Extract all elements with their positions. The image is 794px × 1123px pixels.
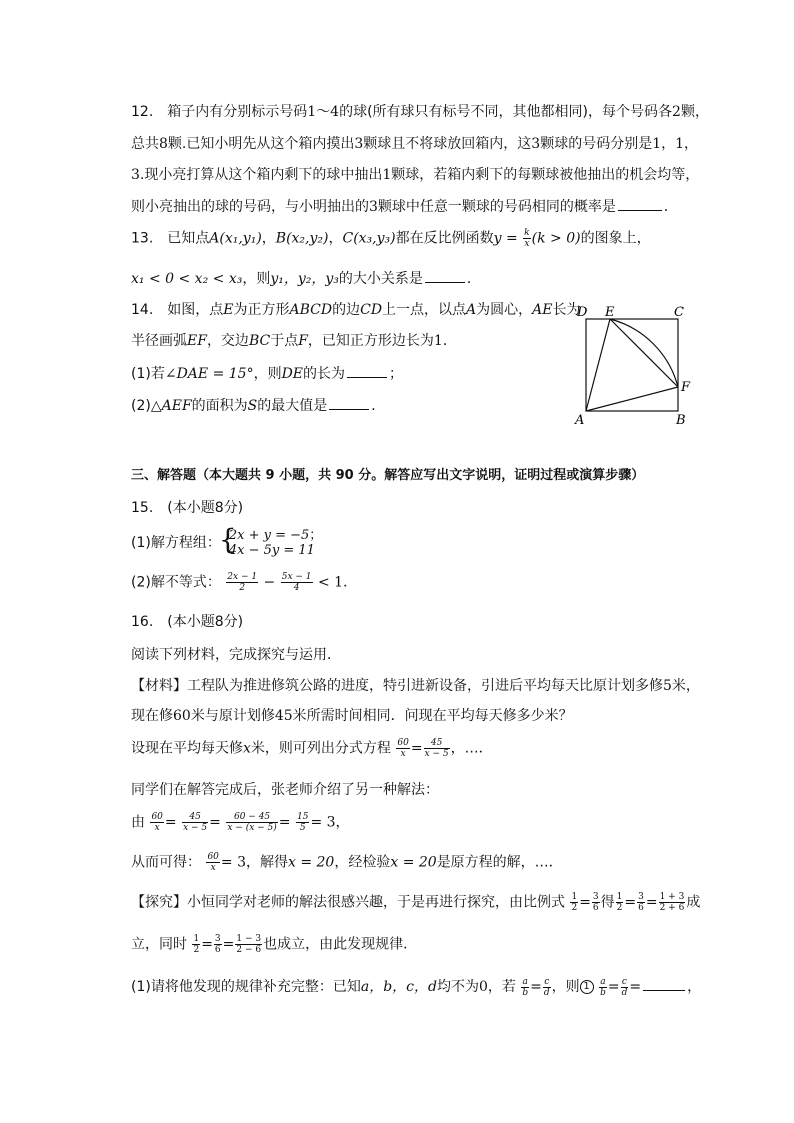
q16-after: 同学们在解答完成后，张老师介绍了另一种解法： <box>131 782 439 798</box>
q16-part1: (1)请将他发现的规律补充完整：已知a，b，c，d均不为0，若 $\frac{a}{b}$ = $\frac{c}{d}$ ，则 1 $\frac{a}{b}$ = $\frac{c}{d}$ = ， <box>131 976 702 998</box>
answer-blank[interactable] <box>347 363 387 378</box>
answer-blank[interactable] <box>425 268 465 283</box>
answer-blank[interactable] <box>643 976 685 991</box>
circled-one-icon: 1 <box>580 980 594 994</box>
q14-part2: (2)△AEF的面积为S的最大值是 ． <box>131 395 385 416</box>
q16-explore-2: 立，同时 $\frac{1}{2}$ = $\frac{3}{6}$ = $\frac{1 - 3}{2 - 6}$ 也成立，由此发现规律． <box>131 934 418 955</box>
equation-system: { 2x + y = −5； 4x − 5y = 11 <box>221 528 322 558</box>
q15-part2: (2)解不等式： $\frac{2x - 1}{2}$ − $\frac{5x - 1}{4}$ < 1． <box>131 572 358 593</box>
q16-intro: 阅读下列材料，完成探究与运用． <box>131 647 341 663</box>
label-A: A <box>575 413 585 428</box>
q12-line3: 3.现小亮打算从这个箱内剩下的球中抽出1颗球，若箱内剩下的每颗球被他抽出的机会均等， <box>131 167 700 183</box>
label-E: E <box>605 305 615 320</box>
q16-setup: 设现在平均每天修x米，则可列出分式方程 $\frac{60}{x}$ = $\frac{45}{x - 5}$ ，…． <box>131 738 493 759</box>
q14-line1: 14. 如图，点E为正方形ABCD的边CD上一点，以点A为圆心，AE长为 <box>131 302 581 318</box>
q15-heading: 15. (本小题8分) <box>131 500 244 516</box>
label-F: F <box>681 380 691 395</box>
square-arc-figure <box>570 300 700 430</box>
q12-line4: 则小亮抽出的球的号码，与小明抽出的3颗球中任意一颗球的号码相同的概率是 ． <box>131 196 678 217</box>
label-D: D <box>577 305 588 320</box>
q16-explore-1: 【探究】小恒同学对老师的解法很感兴趣，于是再进行探究，由比例式 $\frac{1}{2}$ = $\frac{3}{6}$ 得 $\frac{1}{2}$ = $\frac{3}{6}$ = $\frac{1 + 3}{2 + 6}$ 成 <box>131 892 701 913</box>
q12-line1: 12. 箱子内有分别标示号码1～4的球(所有球只有标号不同，其他都相同)，每个号码各2颗， <box>131 104 709 120</box>
q15-part1: (1)解方程组： { 2x + y = −5； 4x − 5y = 11 <box>131 528 322 558</box>
answer-blank[interactable] <box>618 196 662 211</box>
q16-heading: 16. (本小题8分) <box>131 614 244 630</box>
q16-thus: 从而可得： $\frac{60}{x}$ = 3，解得x = 20，经检验x = 20是原方程的解，…． <box>131 852 563 873</box>
q14-line2: 半径画弧EF，交边BC于点F，已知正方形边长为1． <box>131 333 457 349</box>
q12-line2: 总共8颗.已知小明先从这个箱内摸出3颗球且不将球放回箱内，这3颗球的号码分别是1，1， <box>131 136 699 152</box>
q13-line2: x₁ < 0 < x₂ < x₃，则y₁，y₂，y₃的大小关系是 ． <box>131 268 481 289</box>
label-C: C <box>674 305 684 320</box>
q13-line1: 13. 已知点A(x₁,y₁)，B(x₂,y₂)，C(x₃,y₃)都在反比例函数y = $\frac{k}{x}$ (k > 0)的图象上， <box>131 228 651 249</box>
section-3-heading: 三、解答题（本大题共 9 小题，共 90 分。解答应写出文字说明，证明过程或演算步骤） <box>131 468 645 483</box>
q16-material-2: 现在修60米与原计划修45米所需时间相同．问现在平均每天修多少米？ <box>131 708 573 724</box>
label-B: B <box>676 413 686 428</box>
answer-blank[interactable] <box>329 395 369 410</box>
fraction-k-over-x: $\frac{k}{x}$ <box>524 228 530 249</box>
q16-method: 由 $\frac{60}{x}$ = $\frac{45}{x - 5}$ = $\frac{60 - 45}{x - (x - 5)}$ = $\frac{15}{5}$ = 3， <box>131 812 350 833</box>
q16-material-1: 【材料】工程队为推进修筑公路的进度，特引进新设备，引进后平均每天比原计划多修5米， <box>131 678 700 694</box>
q14-part1: (1)若∠DAE = 15°，则DE的长为 ； <box>131 363 403 384</box>
